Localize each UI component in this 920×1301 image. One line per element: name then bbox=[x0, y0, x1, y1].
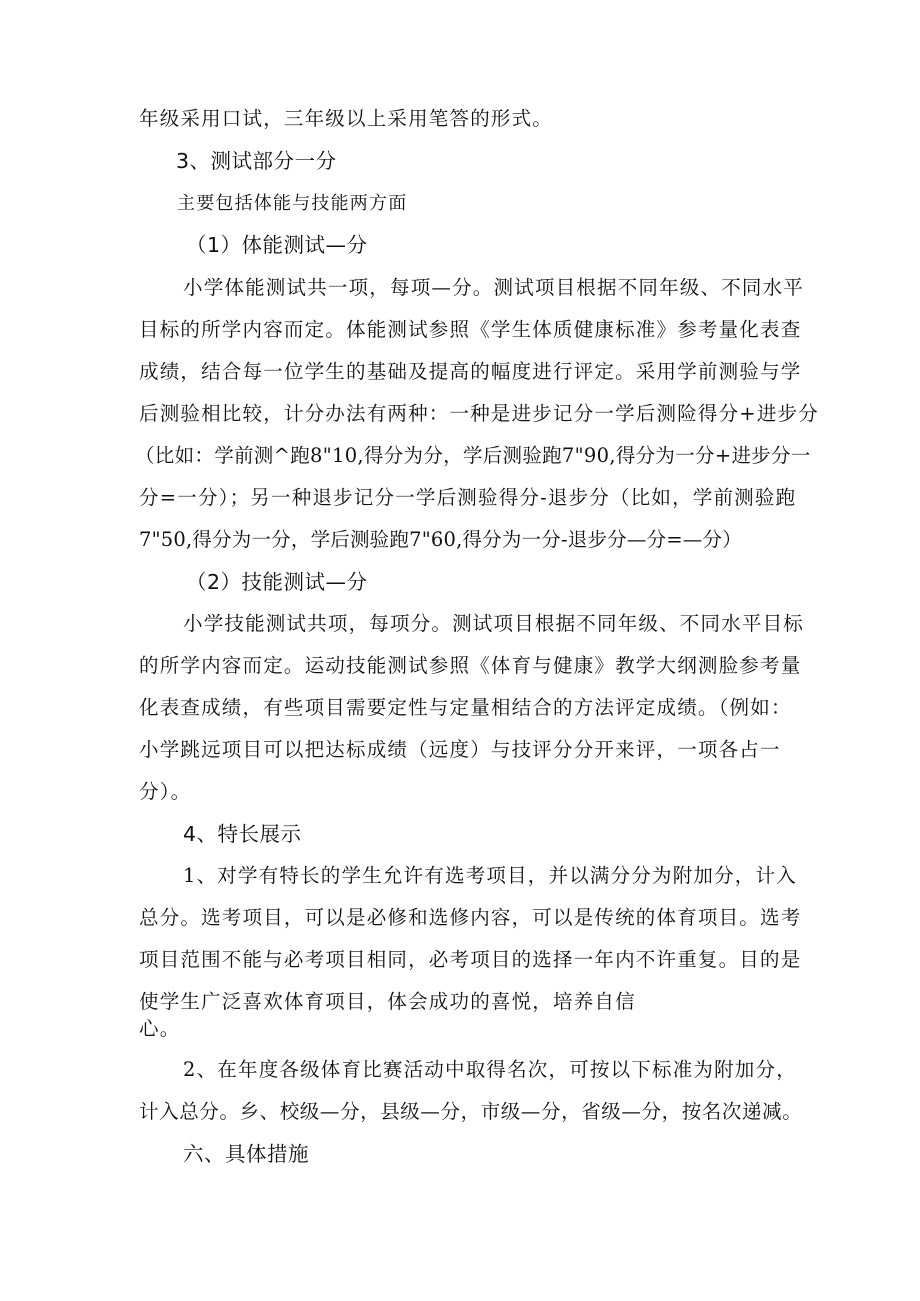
paragraph-line: 后测验相比较，计分办法有两种：一种是进步记分一学后测险得分+进步分 bbox=[139, 402, 819, 425]
section-heading: 六、具体措施 bbox=[183, 1142, 309, 1166]
paragraph-line: 分）。 bbox=[139, 780, 192, 803]
paragraph-line: 的所学内容而定。运动技能测试参照《体育与健康》教学大纲测脸参考量 bbox=[139, 654, 802, 677]
subsection-heading: （1）体能测试—分 bbox=[186, 233, 368, 257]
paragraph-line: 小学跳远项目可以把达标成绩（远度）与技评分分开来评，一项各占一 bbox=[139, 738, 781, 761]
paragraph-line: 目标的所学内容而定。体能测试参照《学生体质健康标准》参考量化表查 bbox=[139, 318, 802, 341]
paragraph-line: 成绩，结合每一位学生的基础及提高的幅度进行评定。采用学前测验与学 bbox=[139, 360, 802, 383]
paragraph-line: 心。 bbox=[139, 1017, 181, 1040]
subsection-heading: （2）技能测试—分 bbox=[186, 570, 368, 594]
paragraph-line: 7"50,得分为一分，学后测验跑7"60,得分为一分-退步分—分=—分） bbox=[139, 528, 742, 551]
paragraph-line: 总分。选考项目，可以是必修和选修内容，可以是传统的体育项目。选考 bbox=[139, 906, 802, 929]
paragraph-line: 年级采用口试，三年级以上采用笔答的形式。 bbox=[139, 107, 554, 130]
paragraph-line: 主要包括体能与技能两方面 bbox=[177, 193, 408, 214]
paragraph-line: 分=一分）；另一种退步记分一学后测验得分-退步分（比如，学前测验跑 bbox=[139, 486, 797, 509]
section-heading: 3、测试部分一分 bbox=[176, 149, 337, 173]
paragraph-line: 计入总分。乡、校级—分，县级—分，市级—分，省级—分，按名次递减。 bbox=[139, 1100, 803, 1123]
paragraph-line: 化表查成绩，有些项目需要定性与定量相结合的方法评定成绩。（例如： bbox=[139, 696, 792, 719]
paragraph-line: 小学技能测试共项，每项分。测试项目根据不同年级、不同水平目标 bbox=[183, 612, 805, 635]
paragraph-line: （比如：学前测^跑8"10,得分为分，学后测验跑7"90,得分为一分+进步分一 bbox=[135, 444, 811, 467]
paragraph-line: 项目范围不能与必考项目相同，必考项目的选择一年内不许重复。目的是 bbox=[139, 948, 802, 971]
section-heading: 4、特长展示 bbox=[183, 822, 302, 846]
paragraph-line: 小学体能测试共一项，每项—分。测试项目根据不同年级、不同水平 bbox=[183, 276, 805, 299]
paragraph-line: 使学生广泛喜欢体育项目，体会成功的喜悦，培养自信 bbox=[139, 990, 636, 1013]
paragraph-line: 1、对学有特长的学生允许有选考项目，并以满分分为附加分，计入 bbox=[183, 864, 797, 887]
paragraph-line: 2、在年度各级体育比赛活动中取得名次，可按以下标准为附加分， bbox=[183, 1058, 797, 1081]
